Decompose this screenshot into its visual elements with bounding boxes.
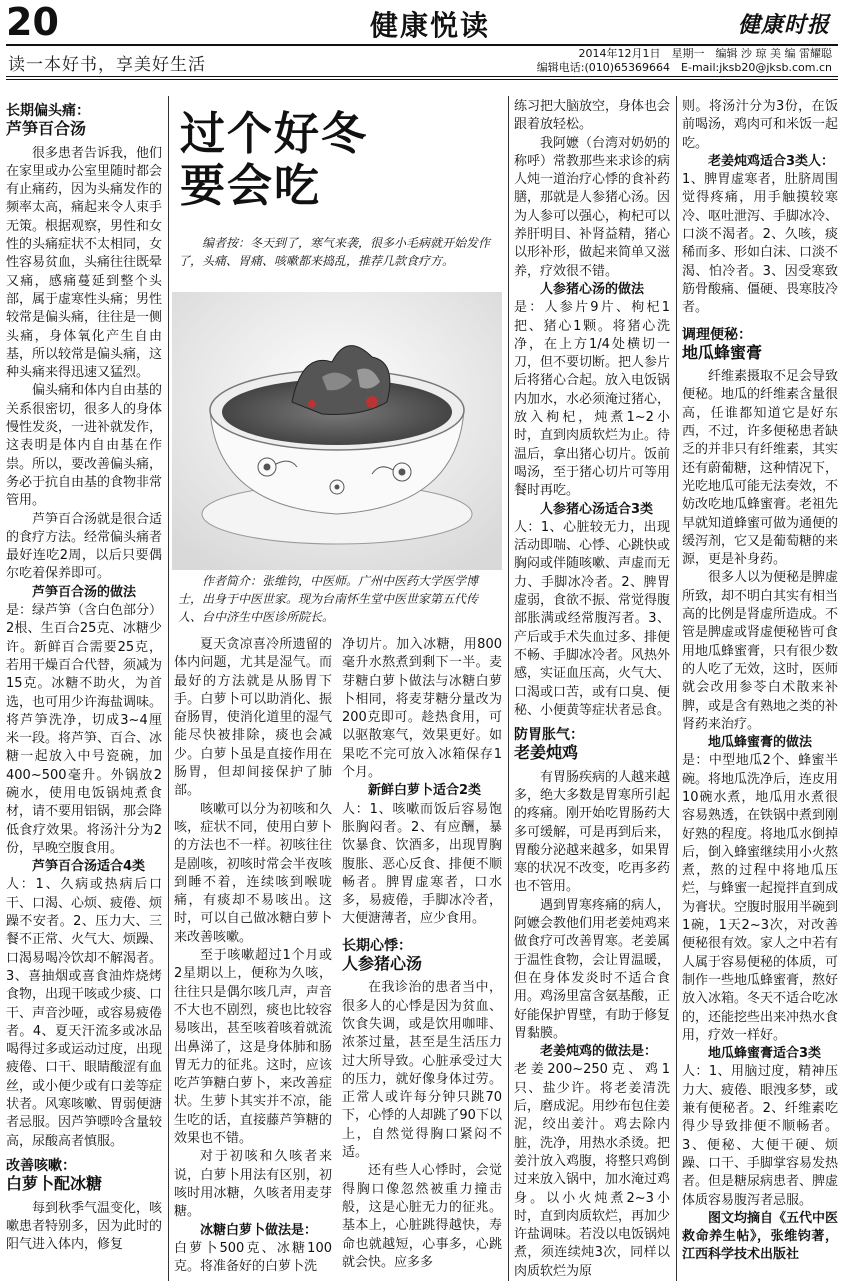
recipe-heading: 芦笋百合汤的做法 bbox=[32, 584, 137, 600]
recipe-heading: 老姜炖鸡的做法是： bbox=[540, 1044, 658, 1060]
paragraph: 白萝卜500克、冰糖100克。将准备好的白萝卜洗 bbox=[174, 1240, 332, 1275]
soup-bowl-illustration bbox=[172, 292, 502, 570]
subhead: 白萝卜配冰糖 bbox=[6, 1174, 103, 1194]
paragraph: 人：1、咳嗽而饭后容易饱胀胸闷者。2、有应酬，暴饮暴食、饮酒多，出现胃胸腹胀、恶心反食、排便不顺畅者。脾胃虚寒者，口水多，易疲倦，手脚冰冷者，大便溏薄者，应少食用。 bbox=[342, 801, 502, 927]
recipe-heading: 地瓜蜂蜜膏的做法 bbox=[708, 735, 813, 751]
recipe-heading: 新鲜白萝卜适合2类 bbox=[368, 783, 482, 799]
subhead: 长期偏头痛： bbox=[6, 103, 90, 119]
paragraph: 每到秋季气温变化，咳嗽患者特别多，因为此时的阳气进入体内，修复 bbox=[6, 1200, 162, 1253]
newspaper-logo: 健康时报 bbox=[737, 12, 830, 38]
issue-meta bbox=[537, 47, 832, 75]
column-1 bbox=[6, 98, 162, 1282]
article-title-line2: 要会吃 bbox=[180, 159, 322, 212]
subhead: 老姜炖鸡 bbox=[514, 743, 579, 763]
column-5 bbox=[682, 98, 838, 1282]
paragraph: 纤维素摄取不足会导致便秘。地瓜的纤维素含量很高，任谁都知道它是好东西，不过，许多便秘患者缺乏的并非只有纤维素，其实还有蔚葡糖，这种情况下，光吃地瓜可能无法奏效，不妨改吃地瓜蜂蜜膏。老祖先早就知道蜂蜜可做为通便的缓泻剂，它又是葡萄糖的来源，更是补身药。 bbox=[682, 369, 838, 568]
paragraph: 是：绿芦笋（含白色部分）2根、生百合25克、冰糖少许。新鲜百合需要25克，若用干燥百合代替，须减为15克。冰糖不助火，为首选，也可用少许海盐调味。将芦笋洗净，切成3~4厘米一段。将芦笋、百合、冰糖一起放入中号瓷碗，加400~500毫升。外锅放2碗水，使用电饭锅炖煮食材，请不要用铝锅，那会降低食疗效果。将汤汁分为2份，早晚空腹食用。 bbox=[6, 603, 162, 856]
paragraph: 净切片。加入冰糖，用800毫升水熬煮到剩下一半。麦芽糖白萝卜做法与冰糖白萝卜相同，将麦芽糖分量改为200克即可。趁热食用，可以驱散寒气，效果更好。如果吃不完可放入冰箱保存1个月。 bbox=[342, 637, 502, 781]
page-number: 20 bbox=[6, 0, 59, 44]
paragraph: 有胃肠疾病的人越来越多，绝大多数是胃寒所引起的疼痛。刚开始吃胃肠药大多可缓解，可是再到后来，胃酸分泌越来越多，如果胃寒的状况不改变，吃再多药也不管用。 bbox=[514, 769, 670, 895]
paragraph: 练习把大脑放空，身体也会跟着放轻松。 bbox=[514, 99, 670, 133]
paragraph: 偏头痛和体内自由基的关系很密切，很多人的身体慢性发炎，一进补就发作，这表明是体内自由基在作祟。所以，要改善偏头痛，务必于抗自由基的食物非常管用。 bbox=[6, 383, 162, 509]
paragraph: 在我诊治的患者当中，很多人的心悸是因为贫血、饮食失调，或是饮用咖啡、浓茶过量，甚至是生活压力过大所导致。心脏承受过大的压力，就好像身体过劳。正常人或许每分钟只跳70下，心悸的人却跳了90下以上，自然觉得胸口紧闷不适。 bbox=[342, 980, 502, 1161]
recipe-heading: 老姜炖鸡适合3类人： bbox=[708, 153, 835, 169]
paragraph: 至于咳嗽超过1个月或2星期以上，便称为久咳，往往只是偶尔咳几声，声音不大也不剧烈，痰也比较容易咳出，甚至咳着咳着就流出鼻涕了，这是身体肺和肠胃无力的征兆。这时，应该吃芦笋糖白萝卜，来改善症状。生萝卜其实并不凉，能生吃的话，直接藤芦笋糖的效果也不错。 bbox=[174, 948, 332, 1147]
article-title-line1: 过个好冬 bbox=[180, 107, 369, 160]
recipe-heading: 人参猪心汤的做法 bbox=[540, 281, 645, 297]
header-rule bbox=[6, 44, 838, 46]
paragraph: 咳嗽可以分为初咳和久咳，症状不同，使用白萝卜的方法也不一样。初咳往往是剧咳，初咳时常会半夜咳到睡不着，连续咳到喉咙痛，有痰却不易咳出。这时，可以自己做冰糖白萝卜来改善咳嗽。 bbox=[174, 801, 332, 945]
subhead: 改善咳嗽： bbox=[6, 1157, 76, 1174]
contact-line: 编辑电话:(010)65369664 E-mail:jksb20@jksb.com.cn bbox=[536, 61, 832, 74]
paragraph: 1、脾胃虚寒者，肚脐周围觉得疼痛，用手触摸较寒冷、呕吐泄泻、手脚冰冷、口淡不渴者。2、久咳，痰稀而多、形如白沫、口淡不渴、怕冷者。3、因受寒致筋骨酸痛、僵硬、畏寒肢冷者。 bbox=[682, 172, 838, 316]
subhead: 人参猪心汤 bbox=[342, 954, 423, 974]
recipe-heading: 芦笋百合汤适合4类 bbox=[32, 859, 146, 875]
paragraph: 还有些人心悸时，会觉得胸口像忽然被重力撞击般，这是心脏无力的征兆。基本上，心脏跳得越快，寿命也就越短，心事多，心跳就会快。应多多 bbox=[342, 1163, 502, 1270]
paragraph: 很多患者告诉我，他们在家里或办公室里随时都会有止痛药，因为头痛发作的频率太高，痛起来令人束手无策。根据观察，男性和女性的头痛症状不太相同，女性容易贫血，头痛往往既晕又痛，感痛蔓延到整个头部，属于虚寒性头痛；男性较常是偏头痛，往往是一侧头痛，身体氧化产生自由基，所以较常是偏头痛，这种头痛来得迅速又猛烈。 bbox=[6, 145, 162, 381]
column-divider bbox=[508, 96, 509, 1281]
paragraph: 老姜200~250克、鸡1只、盐少许。将老姜清洗后，磨成泥。用纱布包住姜泥，绞出姜汁。鸡去除内脏，洗净，用热水杀烫。把姜汁放入鸡腹，将整只鸡倒过来放入锅中，加水淹过鸡身。以小火炖煮2~3小时，直到肉质软烂，再加少许盐调味。若没以电饭锅炖煮，须连续炖3次，同样以肉质软烂为原 bbox=[514, 1062, 670, 1279]
column-3 bbox=[342, 636, 502, 1282]
subhead: 芦笋百合汤 bbox=[6, 119, 87, 139]
header-rule-3 bbox=[6, 79, 838, 80]
paragraph: 人：1、久病或热病后口干、口渴、心烦、疲倦、烦躁不安者。2、压力大、三餐不正常、火气大、烦躁、口渴易喝冷饮却不解渴者。3、喜抽烟或喜食油炸烧烤食物，出现干咳或少痰、口干、声音沙哑，或容易疲倦者。4、夏天汗流多或冰品喝得过多或运动过度，出现疲倦、口干、眼睛酸涩有血丝，或小便少或有口姜等症状者。风寒咳嗽、胃弱便溏者忌服。因芦笋嘌呤含量较高，尿酸高者慎服。 bbox=[6, 877, 162, 1149]
source-caption: 图文均摘自《五代中医救命养生帖》，张维钧著，江西科学技术出版社 bbox=[682, 1210, 838, 1263]
recipe-heading: 地瓜蜂蜜膏适合3类 bbox=[708, 1046, 822, 1062]
section-title: 健康悦读 bbox=[369, 9, 490, 42]
paragraph: 我阿嬷（台湾对奶奶的称呼）常教那些来求诊的病人炖一道治疗心悸的食补药膳，那就是人参猪心汤。因为人参可以强心，枸杞可以养肝明目、补肾益精，猪心以形补形，做起来简单又滋养，疗效很不错。 bbox=[514, 135, 670, 279]
paragraph: 芦笋百合汤就是很合适的食疗方法。经常偏头痛者最好连吃2周，以后只要偶尔吃着保养即可。 bbox=[6, 511, 162, 582]
subhead: 长期心悸： bbox=[342, 937, 412, 954]
subhead: 调理便秘： bbox=[682, 326, 752, 343]
slogan: 读一本好书，享美好生活 bbox=[8, 55, 206, 75]
header-rule-2 bbox=[6, 76, 838, 77]
author-intro: 作者简介：张维钧，中医师。广州中医药大学医学博士，出身于中医世家。现为台南怀生堂中医世家第五代传人、台中济生中医诊所院长。 bbox=[178, 574, 479, 624]
column-4 bbox=[514, 98, 670, 1282]
column-2 bbox=[174, 636, 332, 1282]
paragraph: 遇到胃寒疼痛的病人，阿嬷会教他们用老姜炖鸡来做食疗可改善胃寒。老姜属于温性食物，会让胃温暖，但在身体发炎时不适合食用。鸡汤里富含氨基酸，正好能保护胃壁，有助于修复胃黏膜。 bbox=[514, 897, 670, 1041]
paragraph: 很多人以为便秘是脾虚所致，却不明白其实有相当高的比例是肾虚所造成。不管是脾虚或肾虚便秘皆可食用地瓜蜂蜜膏，只有很少数的人吃了无效，这时，医师就会改用参苓白术散来补脾，或是含有熟地之类的补肾药来治疗。 bbox=[682, 570, 838, 732]
paragraph: 是：人参片9片、枸杞1把、猪心1颗。将猪心洗净，在上方1/4处横切一刀，但不要切断。把人参片后将猪心合起。放入电饭锅内加水，水必须淹过猪心，放入枸杞，炖煮1~2小时，直到肉质软烂为止。待温后，拿出猪心切片。饭前喝汤，至于猪心切片可等用餐时再吃。 bbox=[514, 300, 670, 499]
paragraph: 对于初咳和久咳者来说，白萝卜用法有区别，初咳时用冰糖，久咳者用麦芽糖。 bbox=[174, 1149, 332, 1220]
paragraph: 人：1、心脏较无力，出现活动即喘、心悸、心跳快或胸闷或伴随咳嗽、声虚而无力、手脚冰冷者。2、脾胃虚弱，食欲不振、常觉得腹部胀满或经常腹泻者。3、产后或手术失血过多、排便不畅、手脚冰冷者。风热外感，实证血压高，火气大、口渴或口苦，或有口臭、便秘、小便黄等症状者忌食。 bbox=[514, 519, 670, 718]
article-title bbox=[180, 108, 368, 212]
recipe-heading: 人参猪心汤适合3类 bbox=[540, 501, 654, 517]
subhead: 地瓜蜂蜜膏 bbox=[682, 342, 763, 362]
paragraph: 夏天贪凉喜冷所遗留的体内问题，尤其是湿气。而最好的方法就是从肠胃下手。白萝卜可以助消化、振奋肠胃，使消化道里的湿气能尽快被排除，痰也会减少。白萝卜虽是直接作用在肠胃，但却间接保护了肺部。 bbox=[174, 637, 332, 799]
soup-photo bbox=[172, 292, 502, 570]
paragraph: 则。将汤汁分为3份，在饭前喝汤，鸡肉可和米饭一起吃。 bbox=[682, 99, 838, 151]
editor-note: 编者按：冬天到了，寒气来袭，很多小毛病就开始发作了，头痛、胃痛、咳嗽都来捣乱，推荐几款食疗方。 bbox=[178, 236, 491, 268]
date-line: 2014年12月1日 星期一 编辑 沙 琼 美 编 雷耀聪 bbox=[578, 47, 832, 60]
subhead: 防胃胀气： bbox=[514, 727, 584, 744]
recipe-heading: 冰糖白萝卜做法是： bbox=[200, 1222, 318, 1238]
column-divider bbox=[168, 96, 169, 1281]
column-divider bbox=[676, 96, 677, 1281]
paragraph: 人：1、用脑过度，精神压力大、疲倦、眼洩多梦，或兼有便秘者。2、纤维素吃得少导致排便不顺畅者。3、便秘、大便干硬、烦躁、口干、手脚掌容易发热者。但是糖尿病患者、脾虚体质容易腹泻者忌服。 bbox=[682, 1064, 838, 1208]
paragraph: 是：中型地瓜2个、蜂蜜半碗。将地瓜洗净后，连皮用10碗水煮，地瓜用水煮很容易熟透，在铁锅中煮到刚好熟的程度。将地瓜水倒掉后，倒入蜂蜜继续用小火熬煮，熬的过程中将地瓜压烂，与蜂蜜一起搅拌直到成为膏状。空腹时服用半碗到1碗，1天2~3次，对改善便秘很有效。家人之中若有人属于容易便秘的体质，可制作一些地瓜蜂蜜膏，熬好放入冰箱。冬天不适合吃冰的，还能挖些出来冲热水食用，疗效一样好。 bbox=[682, 753, 838, 1043]
